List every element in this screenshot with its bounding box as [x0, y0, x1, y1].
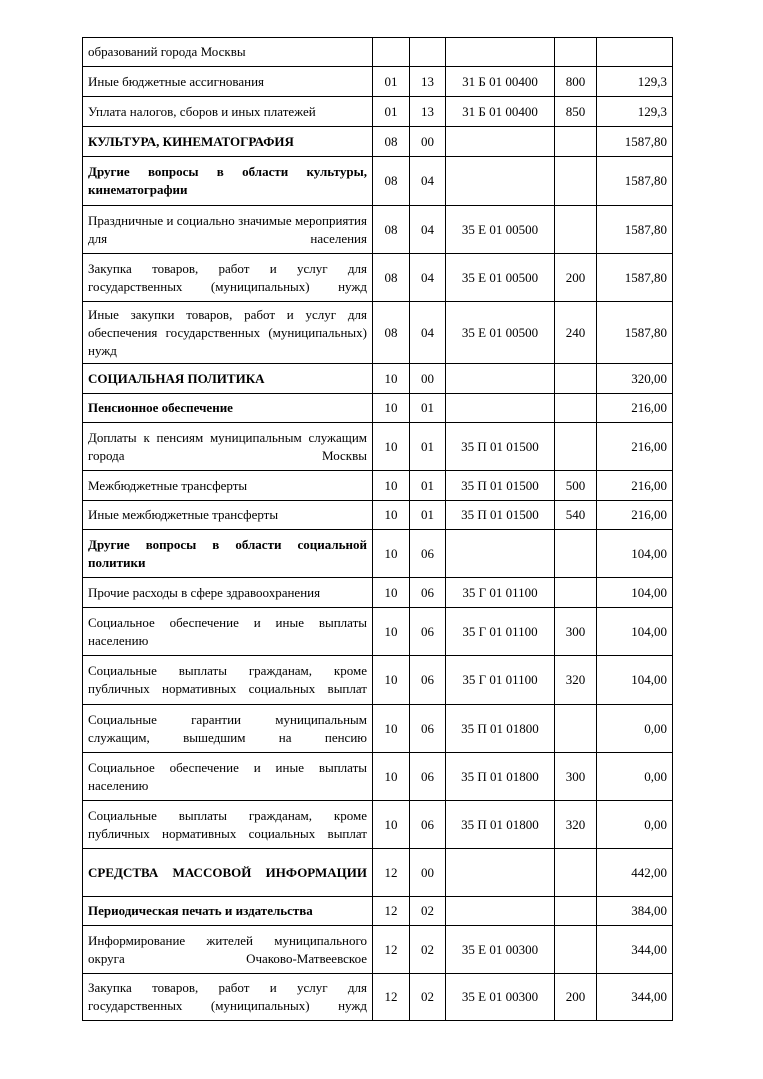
amount-cell: 216,00	[597, 501, 673, 530]
target-article-cell: 35 Г 01 01100	[446, 656, 555, 705]
target-article-cell	[446, 364, 555, 394]
amount-cell: 344,00	[597, 926, 673, 974]
row-name-cell: Пенсионное обеспечение	[83, 394, 373, 423]
section-code-cell: 12	[373, 897, 410, 926]
target-article-cell: 35 П 01 01500	[446, 471, 555, 501]
subsection-code-cell: 04	[410, 254, 446, 302]
table-row	[83, 471, 673, 501]
row-name-cell: Информирование жителей муниципального округа Очаково-Матвеевское	[83, 926, 373, 974]
target-article-cell	[446, 530, 555, 578]
subsection-code-cell: 00	[410, 127, 446, 157]
target-article-cell: 31 Б 01 00400	[446, 97, 555, 127]
row-name-cell: Иные закупки товаров, работ и услуг для обеспечения государственных (муниципальных) нужд	[83, 302, 373, 364]
subsection-code-cell: 00	[410, 364, 446, 394]
table-row	[83, 705, 673, 753]
expense-type-cell: 800	[555, 67, 597, 97]
row-name-cell: Иные бюджетные ассигнования	[83, 67, 373, 97]
subsection-code-cell: 00	[410, 849, 446, 897]
subsection-code-cell: 01	[410, 423, 446, 471]
subsection-code-cell: 04	[410, 157, 446, 206]
target-article-cell: 35 Е 01 00500	[446, 302, 555, 364]
section-code-cell: 12	[373, 926, 410, 974]
target-article-cell	[446, 38, 555, 67]
table-row	[83, 926, 673, 974]
subsection-code-cell: 04	[410, 206, 446, 254]
subsection-code-cell: 01	[410, 471, 446, 501]
row-name-cell: Социальные выплаты гражданам, кроме публичных нормативных социальных выплат	[83, 656, 373, 705]
table-row	[83, 501, 673, 530]
amount-cell: 384,00	[597, 897, 673, 926]
expense-type-cell	[555, 849, 597, 897]
table-row	[83, 578, 673, 608]
section-code-cell: 08	[373, 302, 410, 364]
expense-type-cell: 320	[555, 801, 597, 849]
row-name-cell: Другие вопросы в области социальной политики	[83, 530, 373, 578]
target-article-cell: 35 Е 01 00500	[446, 254, 555, 302]
row-name-cell: СРЕДСТВА МАССОВОЙ ИНФОРМАЦИИ	[83, 849, 373, 897]
table-row	[83, 656, 673, 705]
table-row	[83, 897, 673, 926]
row-name-cell: Социальные гарантии муниципальным служащим, вышедшим на пенсию	[83, 705, 373, 753]
section-code-cell: 08	[373, 127, 410, 157]
target-article-cell: 35 Г 01 01100	[446, 578, 555, 608]
row-name-cell: Уплата налогов, сборов и иных платежей	[83, 97, 373, 127]
target-article-cell	[446, 849, 555, 897]
subsection-code-cell	[410, 38, 446, 67]
target-article-cell: 35 П 01 01800	[446, 753, 555, 801]
amount-cell: 129,3	[597, 67, 673, 97]
target-article-cell: 35 П 01 01500	[446, 501, 555, 530]
expense-type-cell	[555, 897, 597, 926]
expense-type-cell	[555, 206, 597, 254]
section-code-cell: 10	[373, 801, 410, 849]
amount-cell: 216,00	[597, 471, 673, 501]
expense-type-cell	[555, 530, 597, 578]
subsection-code-cell: 06	[410, 578, 446, 608]
subsection-code-cell: 13	[410, 67, 446, 97]
target-article-cell: 35 П 01 01800	[446, 801, 555, 849]
section-code-cell: 10	[373, 753, 410, 801]
expense-type-cell: 850	[555, 97, 597, 127]
table-row	[83, 423, 673, 471]
amount-cell: 1587,80	[597, 302, 673, 364]
section-code-cell: 12	[373, 974, 410, 1021]
expense-type-cell	[555, 394, 597, 423]
section-code-cell	[373, 38, 410, 67]
subsection-code-cell: 04	[410, 302, 446, 364]
table-row	[83, 254, 673, 302]
row-name-cell: СОЦИАЛЬНАЯ ПОЛИТИКА	[83, 364, 373, 394]
table-row	[83, 302, 673, 364]
row-name-cell: Закупка товаров, работ и услуг для государственных (муниципальных) нужд	[83, 974, 373, 1021]
row-name-cell: Межбюджетные трансферты	[83, 471, 373, 501]
section-code-cell: 10	[373, 423, 410, 471]
target-article-cell	[446, 127, 555, 157]
amount-cell: 320,00	[597, 364, 673, 394]
expense-type-cell: 200	[555, 254, 597, 302]
expense-type-cell: 500	[555, 471, 597, 501]
section-code-cell: 01	[373, 67, 410, 97]
amount-cell: 104,00	[597, 608, 673, 656]
budget-table-body	[83, 38, 673, 1021]
amount-cell: 1587,80	[597, 254, 673, 302]
expense-type-cell	[555, 127, 597, 157]
section-code-cell: 01	[373, 97, 410, 127]
subsection-code-cell: 06	[410, 530, 446, 578]
expense-type-cell: 300	[555, 608, 597, 656]
table-row	[83, 530, 673, 578]
amount-cell: 104,00	[597, 530, 673, 578]
expense-type-cell	[555, 705, 597, 753]
expense-type-cell	[555, 578, 597, 608]
expense-type-cell: 200	[555, 974, 597, 1021]
section-code-cell: 10	[373, 578, 410, 608]
section-code-cell: 10	[373, 364, 410, 394]
target-article-cell	[446, 897, 555, 926]
amount-cell	[597, 38, 673, 67]
row-name-cell: Доплаты к пенсиям муниципальным служащим города Москвы	[83, 423, 373, 471]
row-name-cell: Прочие расходы в сфере здравоохранения	[83, 578, 373, 608]
section-code-cell: 10	[373, 501, 410, 530]
target-article-cell: 35 Е 01 00300	[446, 974, 555, 1021]
subsection-code-cell: 06	[410, 801, 446, 849]
section-code-cell: 10	[373, 608, 410, 656]
table-row	[83, 206, 673, 254]
target-article-cell: 35 Е 01 00300	[446, 926, 555, 974]
section-code-cell: 10	[373, 705, 410, 753]
amount-cell: 216,00	[597, 423, 673, 471]
row-name-cell: Социальное обеспечение и иные выплаты населению	[83, 608, 373, 656]
subsection-code-cell: 06	[410, 608, 446, 656]
expense-type-cell	[555, 38, 597, 67]
subsection-code-cell: 02	[410, 897, 446, 926]
amount-cell: 0,00	[597, 801, 673, 849]
amount-cell: 344,00	[597, 974, 673, 1021]
row-name-cell: Закупка товаров, работ и услуг для государственных (муниципальных) нужд	[83, 254, 373, 302]
table-row	[83, 753, 673, 801]
target-article-cell	[446, 394, 555, 423]
amount-cell: 129,3	[597, 97, 673, 127]
amount-cell: 104,00	[597, 656, 673, 705]
row-name-cell: КУЛЬТУРА, КИНЕМАТОГРАФИЯ	[83, 127, 373, 157]
section-code-cell: 10	[373, 394, 410, 423]
amount-cell: 442,00	[597, 849, 673, 897]
subsection-code-cell: 01	[410, 394, 446, 423]
table-row	[83, 364, 673, 394]
row-name-cell: Праздничные и социально значимые мероприятия для населения	[83, 206, 373, 254]
table-row	[83, 67, 673, 97]
expense-type-cell: 240	[555, 302, 597, 364]
section-code-cell: 10	[373, 530, 410, 578]
subsection-code-cell: 06	[410, 656, 446, 705]
section-code-cell: 10	[373, 656, 410, 705]
amount-cell: 216,00	[597, 394, 673, 423]
table-row	[83, 38, 673, 67]
subsection-code-cell: 02	[410, 974, 446, 1021]
table-row	[83, 394, 673, 423]
budget-table	[82, 37, 673, 1021]
target-article-cell: 35 Е 01 00500	[446, 206, 555, 254]
section-code-cell: 12	[373, 849, 410, 897]
table-row	[83, 974, 673, 1021]
subsection-code-cell: 06	[410, 753, 446, 801]
expense-type-cell: 300	[555, 753, 597, 801]
subsection-code-cell: 02	[410, 926, 446, 974]
row-name-cell: Иные межбюджетные трансферты	[83, 501, 373, 530]
amount-cell: 104,00	[597, 578, 673, 608]
table-row	[83, 97, 673, 127]
subsection-code-cell: 13	[410, 97, 446, 127]
expense-type-cell	[555, 423, 597, 471]
section-code-cell: 08	[373, 157, 410, 206]
target-article-cell: 35 П 01 01500	[446, 423, 555, 471]
row-name-cell: Социальные выплаты гражданам, кроме публичных нормативных социальных выплат	[83, 801, 373, 849]
target-article-cell: 35 П 01 01800	[446, 705, 555, 753]
amount-cell: 1587,80	[597, 127, 673, 157]
table-row	[83, 608, 673, 656]
row-name-cell: Другие вопросы в области культуры, кинематографии	[83, 157, 373, 206]
expense-type-cell: 540	[555, 501, 597, 530]
row-name-cell: образований города Москвы	[83, 38, 373, 67]
table-row	[83, 127, 673, 157]
section-code-cell: 08	[373, 254, 410, 302]
table-row	[83, 801, 673, 849]
table-row	[83, 849, 673, 897]
row-name-cell: Социальное обеспечение и иные выплаты населению	[83, 753, 373, 801]
amount-cell: 0,00	[597, 705, 673, 753]
expense-type-cell	[555, 926, 597, 974]
amount-cell: 1587,80	[597, 206, 673, 254]
section-code-cell: 10	[373, 471, 410, 501]
table-row	[83, 157, 673, 206]
amount-cell: 0,00	[597, 753, 673, 801]
subsection-code-cell: 01	[410, 501, 446, 530]
target-article-cell	[446, 157, 555, 206]
subsection-code-cell: 06	[410, 705, 446, 753]
section-code-cell: 08	[373, 206, 410, 254]
target-article-cell: 35 Г 01 01100	[446, 608, 555, 656]
target-article-cell: 31 Б 01 00400	[446, 67, 555, 97]
expense-type-cell: 320	[555, 656, 597, 705]
amount-cell: 1587,80	[597, 157, 673, 206]
expense-type-cell	[555, 364, 597, 394]
row-name-cell: Периодическая печать и издательства	[83, 897, 373, 926]
expense-type-cell	[555, 157, 597, 206]
